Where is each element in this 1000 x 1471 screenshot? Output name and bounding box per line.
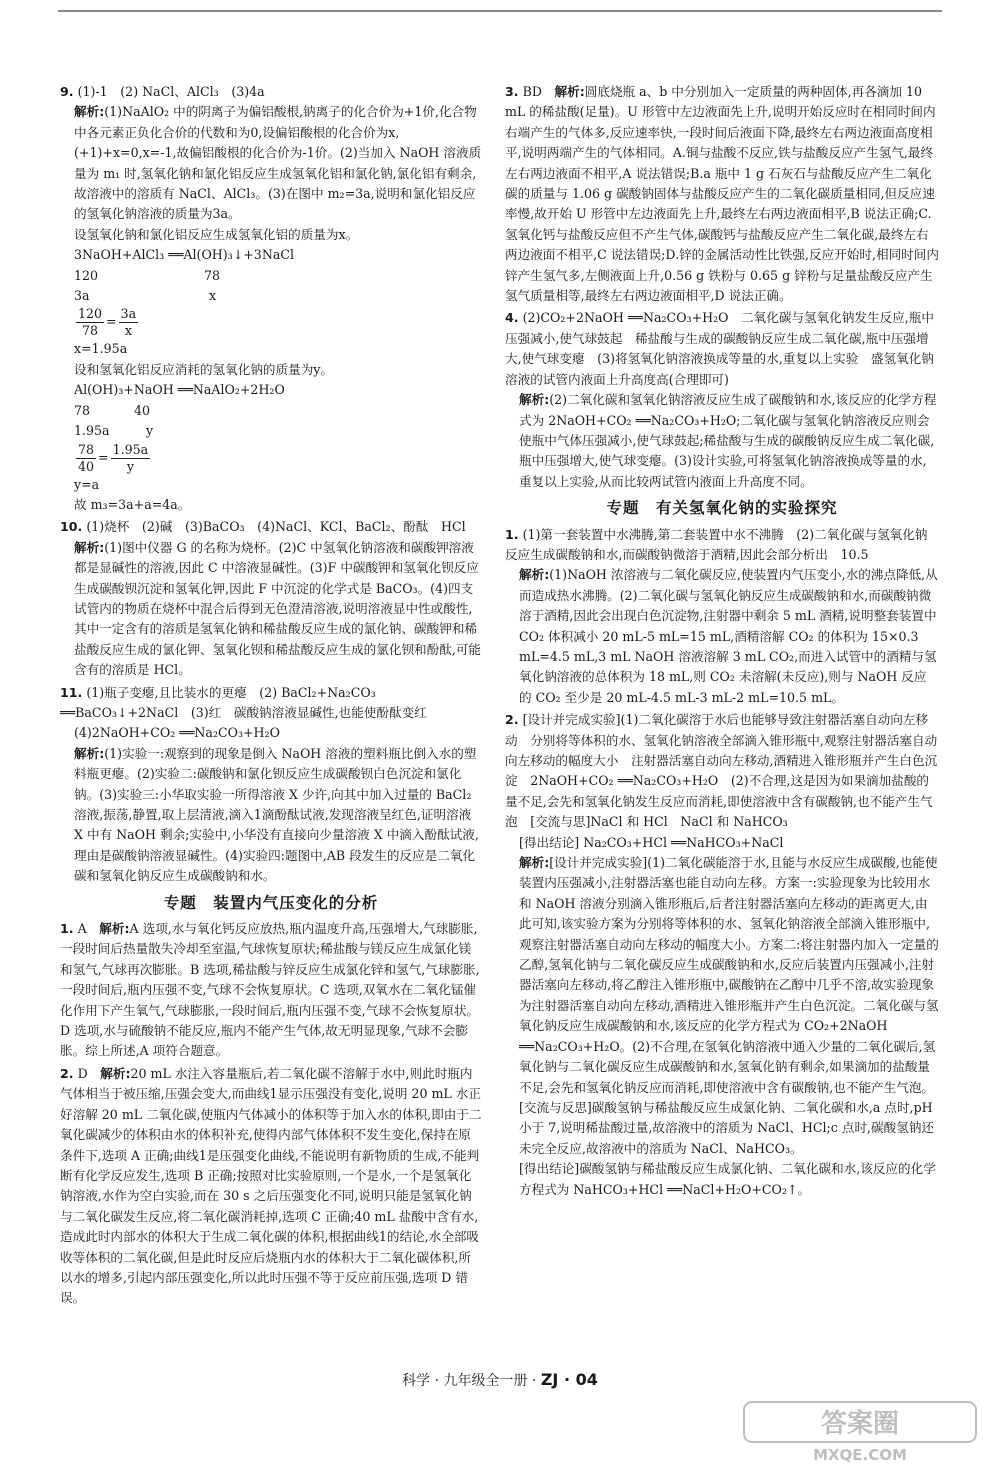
answer: [设计并完成实验](1)二氧化碳溶于水后也能够导致注射器活塞自动向左移动 分别将等体积的水、氢氧化钠溶液全部滴入锥形瓶中,观察注射器活塞自动向左移动的幅度大小 注射器活塞自动向左移动,酒精进入锥形瓶并产生白色沉淀 2NaOH+CO₂ ══Na₂CO₃+H₂O (2)不合理,这是因为如果滴加盐酸的量不足,会先和氢氧化钠发生反应而消耗,即使溶液中含有碳酸钠,也不能产生气泡 [交流与思]NaCl 和 HCl NaCl 和 NaHCO₃: [505, 712, 938, 830]
question-4: [505, 308, 939, 492]
analysis-tag: 解析:: [74, 104, 105, 120]
question-number: 9.: [60, 84, 74, 99]
question-9: [60, 82, 482, 515]
answer: [得出结论] Na₂CO₃+HCl ══NaHCO₃+NaCl: [519, 834, 784, 850]
analysis-tag: 解析:: [100, 1065, 131, 1081]
analysis-text: 20 mL 水注入容量瓶后,若二氧化碳不溶解于水中,则此时瓶内气体相当于被压缩,压强会变大,而曲线1显示压强没有变化,说明 20 mL 水正好溶解 20 mL 二氧化碳,使瓶内气体减小的体积等于加入水的体积,即由于二氧化碳减少的体积由水的体积补充,使得内部气体体积不发生变化,保持在原条件下,选项 A 正确;曲线1是压强变化曲线,不能说明有新物质的生成,不能判断有化学反应发生,选项 B 正确;按照对比实验原则,一个是水,一个是氢氧化钠溶液,水作为空白实验,而在 30 s 之后压强变化不同,说明只能是氢氧化钠与二氧化碳发生反应,将二氧化碳消耗掉,选项 C 正确;40 mL 盐酸中含有水,造成此时内部水的体积大于生成二氧化碳的体积,根据曲线1的结论,水全部吸收等体积的二氧化碳,但是此时反应后烧瓶内水的体积大于二氧化碳体积,所以水的增多,引起内部压强变化,所以此时压强不等于反应前压强,选项 D 错误。: [60, 1065, 482, 1306]
answer: (1)-1 (2) NaCl、AlCl₃ (3)4a: [77, 84, 265, 99]
topic2-question-1: [505, 525, 939, 709]
watermark-logo: [740, 1396, 980, 1466]
question-number: 1.: [505, 526, 519, 542]
watermark-text: 答案圈: [820, 1409, 900, 1439]
analysis-tag: 解析:: [74, 745, 105, 761]
calc-line: x=1.95a: [74, 341, 128, 357]
topic1-question-2: [60, 1064, 482, 1309]
proportion: [60, 306, 482, 339]
analysis-text: (1)实验一:观察到的现象是倒入 NaOH 溶液的塑料瓶比倒入水的塑料瓶更瘪。(2)实验二:碳酸钠和氯化钡反应生成碳酸钡白色沉淀和氯化钠。(3)实验三:小华取实验一所得溶液 X 少许,向其中加入过量的 BaCl₂ 溶液,振荡,静置,取上层清液,滴入1滴酚酞试液,发现溶液呈红色,证明溶液 X 中有 NaOH 剩余;实验中,小华没有直接向少量溶液 X 中滴入酚酞试液,理由是碳酸钠溶液显碱性。(4)实验四:题图中,AB 段发生的反应是二氧化碳和氢氧化钠反应生成碳酸钠和水。: [74, 745, 479, 884]
footer-book-title: 科学 · 九年级全一册 ·: [402, 1373, 541, 1389]
question-number: 3.: [505, 84, 519, 99]
analysis-tag: 解析:: [519, 855, 550, 871]
answer: (1)烧杯 (2)碱 (3)BaCO₃ (4)NaCl、KCl、BaCl₂、酚酞 HCl: [86, 519, 466, 535]
answer: D: [77, 1065, 88, 1081]
analysis-text: (1)NaOH 浓溶液与二氧化碳反应,使装置内气压变小,水的沸点降低,从而造成热水沸腾。(2)二氧化碳与氢氧化钠反应生成碳酸钠和水,而碳酸钠微溶于酒精,因此会出现白色沉淀物,注射器中剩余 5 mL 酒精,说明整套装置中 CO₂ 体积减小 20 mL-5 mL=15 mL,酒精溶解 CO₂ 的体积为 15×0.3 mL=4.5 mL,3 mL NaOH 溶液溶解 3 mL CO₂,而进入试管中的酒精与氢氧化钠溶液的总体积为 18 mL,则 CO₂ 未溶解(未反应),则与 NaOH 反应的 CO₂ 至少是 20 mL-4.5 mL-3 mL-2 mL=10.5 mL。: [519, 567, 938, 705]
question-number: 2.: [60, 1065, 74, 1081]
equals-sign: =: [98, 449, 109, 465]
calc-line: 设氢氧化钠和氯化铝反应生成氢氧化铝的质量为x。: [74, 226, 359, 242]
analysis-text: [得出结论]碳酸氢钠与稀盐酸反应生成氯化钠、二氧化碳和水,该反应的化学方程式为 NaHCO₃+HCl ══NaCl+H₂O+CO₂↑。: [519, 1161, 936, 1197]
section-title: 专题 装置内气压变化的分析: [163, 893, 379, 912]
answer: (2)CO₂+2NaOH ══Na₂CO₃+H₂O 二氧化碳与氢氧化钠发生反应,瓶中压强减小,使气球鼓起 稀盐酸与生成的碳酸钠反应生成二氧化碳,瓶中压强增大,使气球变瘪 (3)将氢氧化钠溶液换成等量的水,重复以上实验 盛氢氧化钠溶液的试管内液面上升高度高(合理即可): [505, 310, 934, 387]
answer: BD: [522, 84, 542, 99]
question-number: 10.: [60, 519, 83, 535]
calc-value: 120: [74, 267, 99, 283]
equation: Al(OH)₃+NaOH ══NaAlO₂+2H₂O: [74, 382, 285, 398]
fraction-denominator: 40: [78, 458, 95, 474]
equation: 3NaOH+AlCl₃ ══Al(OH)₃↓+3NaCl: [74, 247, 295, 263]
fraction-denominator: x: [124, 323, 132, 339]
answer: (1)瓶子变瘪,且比装水的更瘪 (2) BaCl₂+Na₂CO₃ ══BaCO₃↓+2NaCl (3)红 碳酸钠溶液显碱性,也能使酚酞变红: [60, 684, 427, 720]
fraction-numerator: 78: [78, 441, 95, 457]
analysis-text: [设计并完成实验](1)二氧化碳能溶于水,且能与水反应生成碳酸,也能使装置内压强减小,注射器活塞也能自动向左移。方案一:实验现象为比较用水和 NaOH 溶液分别滴入锥形瓶后,后者注射器活塞向左移动的距离更大,由此可知,该实验方案为分别将等体积的水、氢氧化钠溶液全部滴入锥形瓶中,观察注射器活塞自动向左移动的幅度大小。方案二:将注射器内加入一定量的乙醇,氢氧化钠与二氧化碳反应生成碳酸钠和水,反应后装置内压强减小,注射器活塞向左移动,将乙醇注入锥形瓶中,碳酸钠在乙醇中几乎不溶,故实验现象为注射器活塞自动向左移动,酒精进入锥形瓶并产生白色沉淀。二氧化碳与氢氧化钠反应生成碳酸钠和水,该反应的化学方程式为 CO₂+2NaOH ══Na₂CO₃+H₂O。(2)不合理,在氢氧化钠溶液中通入少量的二氧化碳后,氢氧化钠与二氧化碳反应生成碳酸钠和水,氢氧化钠有剩余,如果滴加的盐酸量不足,会先和氢氧化钠反应而消耗,即使溶液中含有碳酸钠,也不能产生气泡。: [519, 855, 939, 1095]
analysis-tag: 解析:: [519, 567, 550, 583]
section-title: 专题 有关氢氧化钠的实验探究: [606, 499, 838, 518]
question-10: [60, 517, 482, 680]
analysis-text: (2)二氧化碳和氢氧化钠溶液反应生成了碳酸钠和水,该反应的化学方程式为 2NaOH+CO₂ ══Na₂CO₃+H₂O;二氧化碳与氢氧化钠溶液反应则会使瓶中气体压强减小,使气球鼓起;稀盐酸与生成的碳酸钠反应生成二氧化碳,瓶中压强增大,使气球变瘪。(3)设计实验,可将氢氧化钠溶液换成等量的水,重复以上实验,从而比较两试管内液面上升高度不同。: [519, 392, 937, 489]
question-11: [60, 683, 482, 887]
analysis-text: [交流与反思]碳酸氢钠与稀盐酸反应生成氯化钠、二氧化碳和水,a 点时,pH 小于 7,说明稀盐酸过量,故溶液中的溶质为 NaCl、HCl;c 点时,碳酸氢钠还未完全反应,故溶液中的溶质为 NaCl、NaHCO₃。: [519, 1099, 935, 1156]
topic2-question-2: [505, 710, 939, 1200]
analysis-tag: 解析:: [74, 539, 105, 555]
page-footer: [0, 1370, 1000, 1390]
calc-value: 78: [204, 267, 221, 283]
calc-value: 78: [74, 402, 91, 418]
fraction-numerator: 3a: [120, 306, 137, 322]
calc-line: 设和氢氧化铝反应消耗的氢氧化钠的质量为y。: [74, 361, 333, 377]
analysis-tag: 解析:: [554, 84, 585, 99]
watermark-url: MXQE.COM: [813, 1446, 907, 1464]
fraction-numerator: 1.95a: [112, 441, 149, 457]
proportion: [60, 442, 482, 475]
calc-line: y=a: [74, 476, 100, 492]
analysis-text: (1)NaAlO₂ 中的阴离子为偏铝酸根,钠离子的化合价为+1价,化合物中各元素正负化合价的代数和为0,设偏铝酸根的化合价为x,(+1)+x=0,x=-1,故偏铝酸根的化合价为-1价。(2)当加入 NaOH 溶液质量为 m₁ 时,氢氧化钠和氯化铝反应生成氢氧化铝和氯化钠,氯化铝有剩余,故溶液中的溶质有 NaCl、AlCl₃。(3)在图中 m₂=3a,说明和氯化铝反应的氢氧化钠溶液的质量为3a。: [74, 104, 482, 222]
analysis-tag: 解析:: [519, 392, 550, 408]
analysis-text: A 选项,水与氧化钙反应放热,瓶内温度升高,压强增大,气球膨胀,一段时间后热量散失冷却至室温,气球恢复原状;稀盐酸与镁反应生成氯化镁和氢气,气球再次膨胀。B 选项,稀盐酸与锌反应生成氯化锌和氢气,气球膨胀,一段时间后,瓶内压强不变,气球不会恢复原状。C 选项,双氧水在二氧化锰催化作用下产生氧气,气球膨胀,一段时间后,瓶内压强不变,气球不会恢复原状。D 选项,水与硫酸钠不能反应,瓶内不能产生气体,故无明显现象,气球不会膨胀。综上所述,A 项符合题意。: [60, 921, 480, 1059]
equals-sign: =: [106, 314, 117, 330]
left-column: [60, 82, 482, 1311]
calc-value: x: [209, 288, 217, 304]
answer: (1)第一套装置中水沸腾,第二套装置中水不沸腾 (2)二氧化碳与氢氧化钠反应生成碳酸钠和水,而碳酸钠微溶于酒精,因此会部分析出 10.5: [505, 526, 928, 562]
analysis-text: 圆底烧瓶 a、b 中分别加入一定质量的两种固体,再各滴加 10 mL 的稀盐酸(足量)。U 形管中左边液面先上升,说明开始反应时在相同时间内右端产生的气体多,反应速率快,一段时间后液面下降,最终左右两边液面高度相平,说明两端产生的气体相同。A.铜与盐酸不反应,铁与盐酸反应产生氢气,最终左右两边液面不相平,A 说法错误;B.a 瓶中 1 g 石灰石与盐酸反应产生二氧化碳的质量与 1.06 g 碳酸钠固体与盐酸反应产生的二氧化碳质量相同,但反应速率慢,故开始 U 形管中左边液面先上升,最终左右两边液面相平,B 说法正确;C.氢氧化钙与盐酸反应但不产生气体,碳酸钙与盐酸反应产生二氧化碳,最终左右两边液面不相平,C 说法错误;D.锌的金属活动性比铁强,反应开始时,相同时间内锌产生氢气多,左侧液面上升,0.56 g 铁粉与 0.65 g 锌粉与足量盐酸反应产生氢气质量相等,最终左右两边液面相平,D 说法正确。: [505, 84, 939, 304]
question-number: 4.: [505, 310, 519, 326]
analysis-tag: 解析:: [99, 921, 130, 937]
calc-value: 1.95a: [74, 423, 110, 439]
fraction-denominator: y: [126, 458, 134, 474]
calc-value: 40: [134, 402, 151, 418]
answer: (4)2NaOH+CO₂ ══Na₂CO₃+H₂O: [74, 725, 280, 741]
question-number: 11.: [60, 684, 83, 700]
fraction-denominator: 78: [82, 323, 99, 339]
calc-line: 故 m₃=3a+a=4a。: [74, 496, 191, 512]
topic1-question-1: [60, 919, 482, 1062]
answer: A: [77, 921, 87, 937]
question-3: [505, 82, 939, 306]
fraction-numerator: 120: [78, 306, 103, 322]
top-rule: [58, 10, 942, 12]
calc-value: 3a: [74, 288, 90, 304]
calc-value: y: [146, 423, 154, 439]
footer-page-code: ZJ · 04: [540, 1370, 598, 1389]
analysis-text: (1)图中仪器 G 的名称为烧杯。(2)C 中氢氧化钠溶液和碳酸钾溶液都是显碱性的溶液,因此 C 中溶液显碱性。(3)F 中碳酸钾和氢氧化钡反应生成碳酸钡沉淀和氢氧化钾,因此 F 中沉淀的化学式是 BaCO₃。(4)四支试管内的物质在烧杯中混合后得到无色澄清溶液,说明溶液显中性或酸性,其中一定含有的溶质是氢氧化钠和稀盐酸反应生成的氯化钠、碳酸钾和稀盐酸反应生成的氯化钾、氢氧化钡和稀盐酸反应生成的氯化钡和酚酞,可能含有的溶质是 HCl。: [74, 539, 482, 678]
right-column: [505, 82, 939, 1202]
question-number: 2.: [505, 712, 519, 728]
question-number: 1.: [60, 921, 74, 937]
